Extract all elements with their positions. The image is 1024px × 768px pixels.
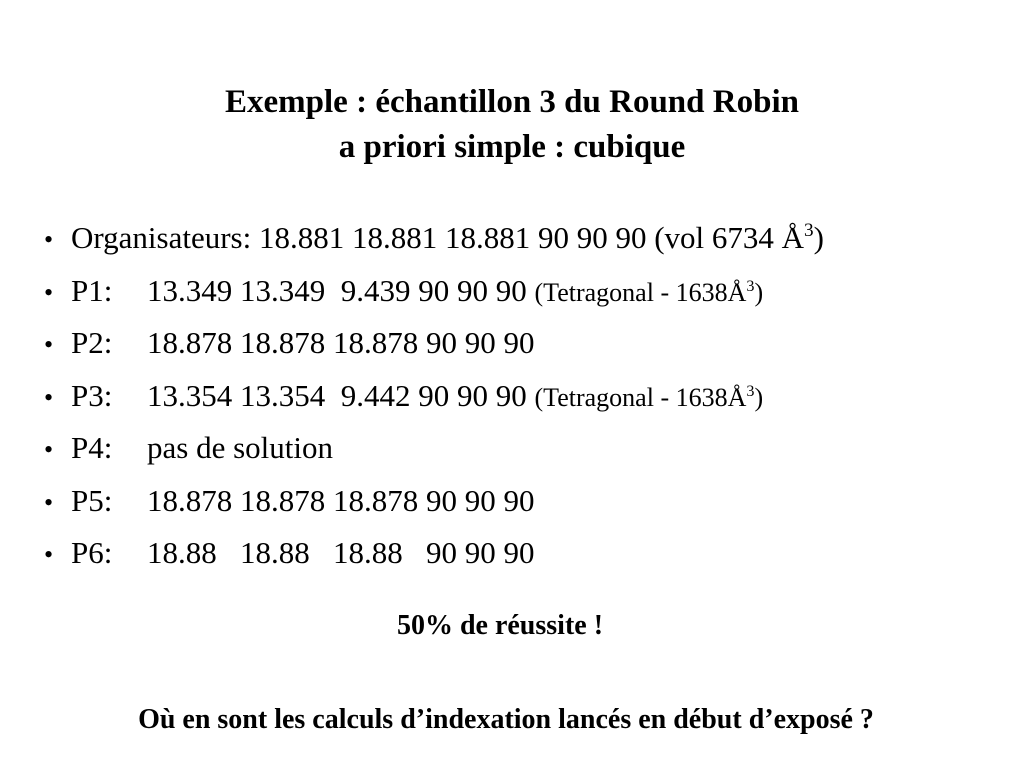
- bullet-icon: •: [44, 277, 54, 307]
- list-item-p3: [44, 370, 1014, 423]
- closing-question: Où en sont les calculs d’indexation lancés en début d’exposé ?: [138, 704, 874, 735]
- bullet-icon: •: [44, 382, 54, 412]
- row-note: (Tetragonal - $1638Å^3$): [534, 277, 764, 307]
- row-label: P1:: [71, 272, 113, 308]
- list-item-p1: [44, 265, 1014, 318]
- row-close: ): [813, 220, 824, 255]
- bullet-icon: •: [44, 487, 54, 517]
- slide-title: [0, 80, 1024, 170]
- superscript: 3: [746, 382, 755, 400]
- list-item-p5: [44, 475, 1014, 528]
- list-item-p4: [44, 422, 1014, 475]
- row-label: P4:: [71, 430, 113, 465]
- title-line-1: Exemple : échantillon 3 du Round Robin: [225, 84, 799, 120]
- row-values: 18.881 18.881 18.881 90 90 90 (vol 6734 Å: [251, 220, 805, 255]
- bullet-icon: •: [44, 435, 54, 464]
- row-label: P6:: [71, 535, 113, 570]
- row-values: 13.349 13.349 9.439 90 90 90: [147, 272, 535, 308]
- bullet-icon: •: [44, 330, 54, 359]
- row-label: P2:: [71, 325, 113, 360]
- superscript: 3: [804, 220, 814, 242]
- row-label: P5:: [71, 482, 113, 518]
- bullet-icon: •: [44, 540, 54, 569]
- row-label: P3:: [71, 377, 113, 413]
- row-values: pas de solution: [147, 430, 333, 465]
- row-values: 13.354 13.354 9.442 90 90 90: [147, 377, 535, 413]
- row-values: 18.88 18.88 18.88 90 90 90: [147, 535, 535, 570]
- success-rate: 50% de réussite !: [396, 610, 604, 641]
- row-values: 18.878 18.878 18.878 90 90 90: [147, 482, 535, 518]
- row-values: 18.878 18.878 18.878 90 90 90: [147, 325, 535, 360]
- bullet-icon: •: [44, 225, 54, 254]
- superscript: 3: [746, 277, 755, 295]
- list-item-organisateurs: [44, 212, 1014, 265]
- list-item-p6: [44, 527, 1014, 580]
- row-label: Organisateurs:: [71, 220, 252, 255]
- title-line-2: a priori simple : cubique: [338, 129, 686, 165]
- row-note: (Tetragonal - $1638Å^3$): [534, 382, 764, 412]
- list-item-p2: [44, 317, 1014, 370]
- results-list: [44, 212, 1014, 580]
